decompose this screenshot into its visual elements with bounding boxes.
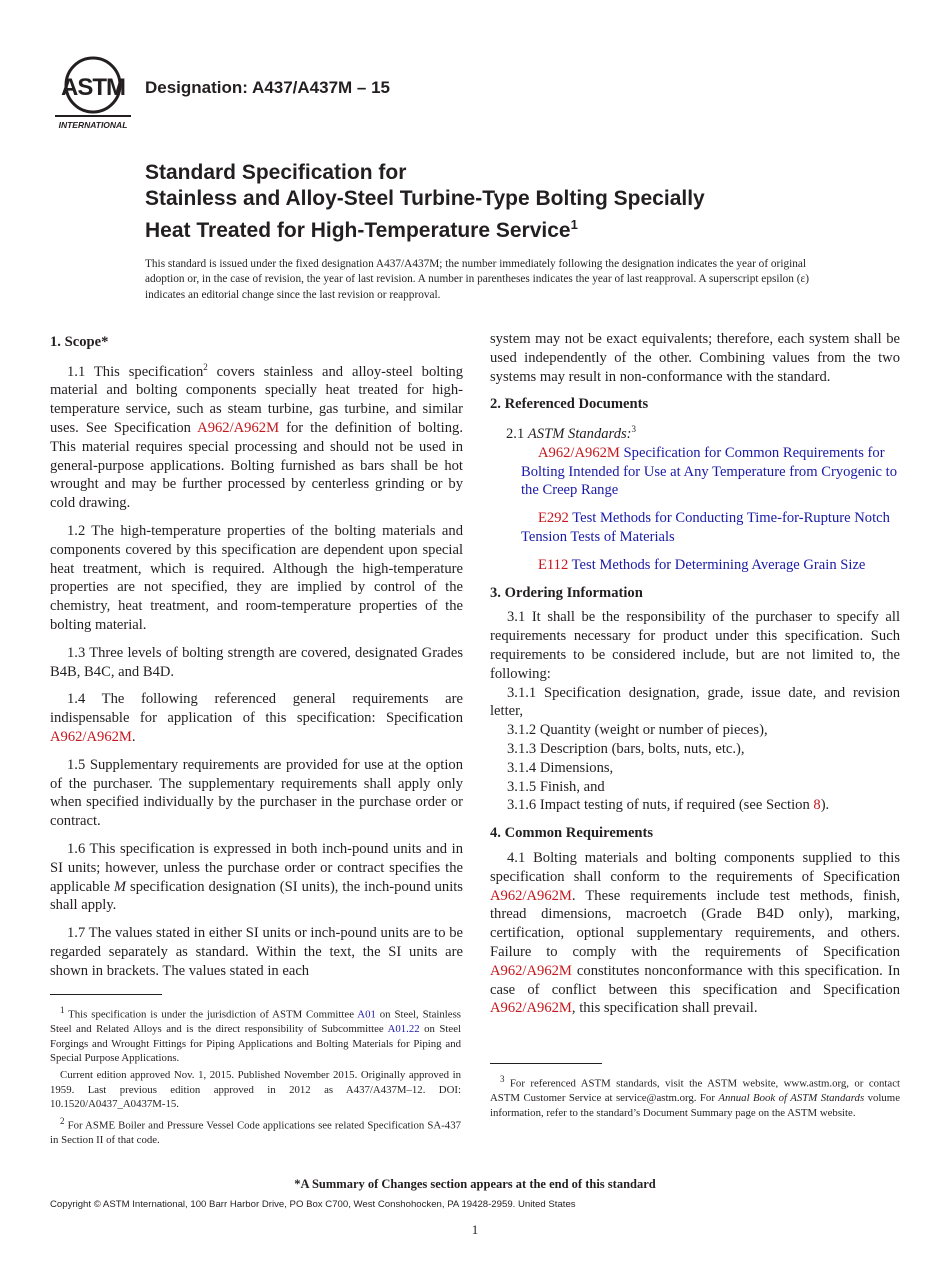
link-a962[interactable]: A962/A962M <box>197 420 280 437</box>
footnotes-right <box>490 1063 900 1122</box>
para-3-1-6: 3.1.6 Impact testing of nuts, if required (see Section 8). <box>507 797 830 814</box>
para-1-7: 1.7 The values stated in either SI units or inch-pound units are to be regarded separately as standard. Within the text, the SI units are shown in brackets. The values stated in each <box>50 925 463 979</box>
link-a962[interactable]: A962/A962M <box>490 962 572 979</box>
footnote-2: $^2$ For ASME Boiler and Pressure Vessel Code applications see related Specification SA-437 in Section II of that code. <box>50 1115 461 1146</box>
footnotes-left <box>50 994 461 1150</box>
section-3-heading: 3. Ordering Information <box>490 584 643 601</box>
footnote-3: $^3$ For referenced ASTM standards, visit the ASTM website, www.astm.org, or contact ASTM Customer Service at service@astm.org. For Annual Book of ASTM Standards volume information, refer to the standard’s Document Summary page on the ASTM website. <box>490 1074 900 1119</box>
link-a962[interactable]: A962/A962M <box>490 887 572 904</box>
para-4-1: 4.1 Bolting materials and bolting components supplied to this specification shall conform to the requirements of Specification A962/A962M. These requirements include test methods, finish, thread dimensions, macroetch (Grade B4D only), marking, certification, optional supplementary requirements, and others. Failure to comply with the requirements of Specification A962/A962M constitutes nonconformance with this specification. In case of conflict between this specification and Specification A962/A962M, this specification shall prevail. <box>490 849 900 1017</box>
para-3-1-3: 3.1.3 Description (bars, bolts, nuts, etc.), <box>507 741 745 757</box>
para-3-1: 3.1 It shall be the responsibility of the purchaser to specify all requirements necessary for product under this specification. Such requirements to be considered include, but are not limited to, the following: <box>490 609 900 682</box>
para-1-2: 1.2 The high-temperature properties of the bolting materials and components covered by this specification are dependent upon special heat treatment, which is required. Although the high-temperature properties are not specified, they are implied by control of the chemistry, heat treatment, and room-temperature properties of the bolting material. <box>50 523 463 634</box>
left-column <box>50 330 463 990</box>
svg-text:ASTM: ASTM <box>61 74 125 101</box>
para-3-1-2: 3.1.2 Quantity (weight or number of pieces), <box>507 722 768 739</box>
link-a01-22[interactable]: A01.22 <box>387 1023 420 1036</box>
summary-of-changes-note: *A Summary of Changes section appears at the end of this standard <box>294 1177 656 1191</box>
link-a962[interactable]: A962/A962M <box>50 729 132 745</box>
footnote-rule <box>50 994 162 995</box>
section-4-heading: 4. Common Requirements <box>490 825 654 842</box>
issued-note: This standard is issued under the fixed designation A437/A437M; the number immediately following the designation indicates the year of original adoption or, in the case of revision, the year of last revision. A number in parentheses indicates the year of last reapproval. A superscript epsilon (ε) indicates an editorial change since the last revision or reapproval. <box>145 258 810 301</box>
astm-logo-graphic <box>50 55 136 135</box>
section-1-heading: 1. Scope* <box>50 334 109 350</box>
link-a01[interactable]: A01 <box>357 1008 376 1021</box>
para-3-1-4: 3.1.4 Dimensions, <box>507 759 614 776</box>
link-a962[interactable]: A962/A962M <box>490 1000 572 1017</box>
para-1-5: 1.5 Supplementary requirements are provided for use at the option of the purchaser. The supplementary requirements shall apply only when specified individually by the purchaser in the purchase order or contract. <box>50 756 463 830</box>
right-column <box>490 330 900 1027</box>
para-1-3: 1.3 Three levels of bolting strength are covered, designated Grades B4B, B4C, and B4D. <box>50 644 463 680</box>
reference-item[interactable]: E112 Test Methods for Determining Average Grain Size <box>538 556 866 573</box>
copyright: Copyright © ASTM International, 100 Barr Harbor Drive, PO Box C700, West Conshohocken, PA 19428-2959. United States <box>50 1199 576 1210</box>
para-1-6: 1.6 This specification is expressed in both inch-pound units and in SI units; however, unless the purchase order or contract specifies the applicable M specification designation (SI units), the inch-pound units shall apply. <box>50 840 463 914</box>
section-2-heading: 2. Referenced Documents <box>490 396 649 413</box>
page-number: 1 <box>471 1222 479 1237</box>
document-title <box>145 160 865 244</box>
reference-item[interactable]: E292 Test Methods for Conducting Time-for-Rupture Notch Tension Tests of Materials <box>521 510 890 546</box>
reference-item[interactable]: A962/A962M Specification for Common Requirements for Bolting Intended for Use at Any Temperature from Cryogenic to the Creep Range <box>521 444 898 499</box>
para-3-1-5: 3.1.5 Finish, and <box>507 778 605 795</box>
para-1-4: 1.4 The following referenced general requirements are indispensable for application of this specification: Specification A962/A962M. <box>50 691 463 745</box>
title-line-1: Standard Specification for <box>145 161 407 184</box>
link-section-8[interactable]: 8 <box>813 797 821 814</box>
para-3-1-1: 3.1.1 Specification designation, grade, issue date, and revision letter, <box>490 684 900 720</box>
footnote-1-edition: Current edition approved Nov. 1, 2015. Published November 2015. Originally approved in 1959. Last previous edition approved in 2012 as A437/A437M–12. DOI: 10.1520/A0437_A0437M-15. <box>50 1068 461 1111</box>
designation: Designation: A437/A437M – 15 <box>145 78 391 97</box>
footnote-1: $^1$ This specification is under the jurisdiction of ASTM Committee A01 on Steel, Stainless Steel and Related Alloys and is the direct responsibility of Subcommittee A01.22 on Steel Forgings and Wrought Fittings for Piping Applications and Bolting Materials for Piping and Special Purpose Applications. <box>50 1005 461 1065</box>
svg-text:INTERNATIONAL: INTERNATIONAL <box>58 120 128 130</box>
para-2-1: 2.1 ASTM Standards:$^3$ <box>506 424 637 443</box>
para-1-1: 1.1 This specification$^2$ covers stainless and alloy-steel bolting material and bolting components specially heat treated for high-temperature service, such as steam turbine, gas turbine, and similar uses. See Specification A962/A962M for the definition of bolting. This material requires special processing and should not be used in general-purpose applications. Bolting furnished as bars shall be hot wrought and may be further processed by centerless grinding or by cold drawing. <box>50 361 463 512</box>
footnote-rule <box>490 1063 602 1064</box>
para-1-7-continued: system may not be exact equivalents; therefore, each system shall be used independently of the other. Combining values from the two systems may result in non-conformance with the standard. <box>490 331 900 385</box>
astm-logo <box>50 55 136 135</box>
title-line-3: Heat Treated for High-Temperature Service$^1$ <box>145 217 578 242</box>
title-line-2: Stainless and Alloy-Steel Turbine-Type Bolting Specially <box>145 187 705 210</box>
